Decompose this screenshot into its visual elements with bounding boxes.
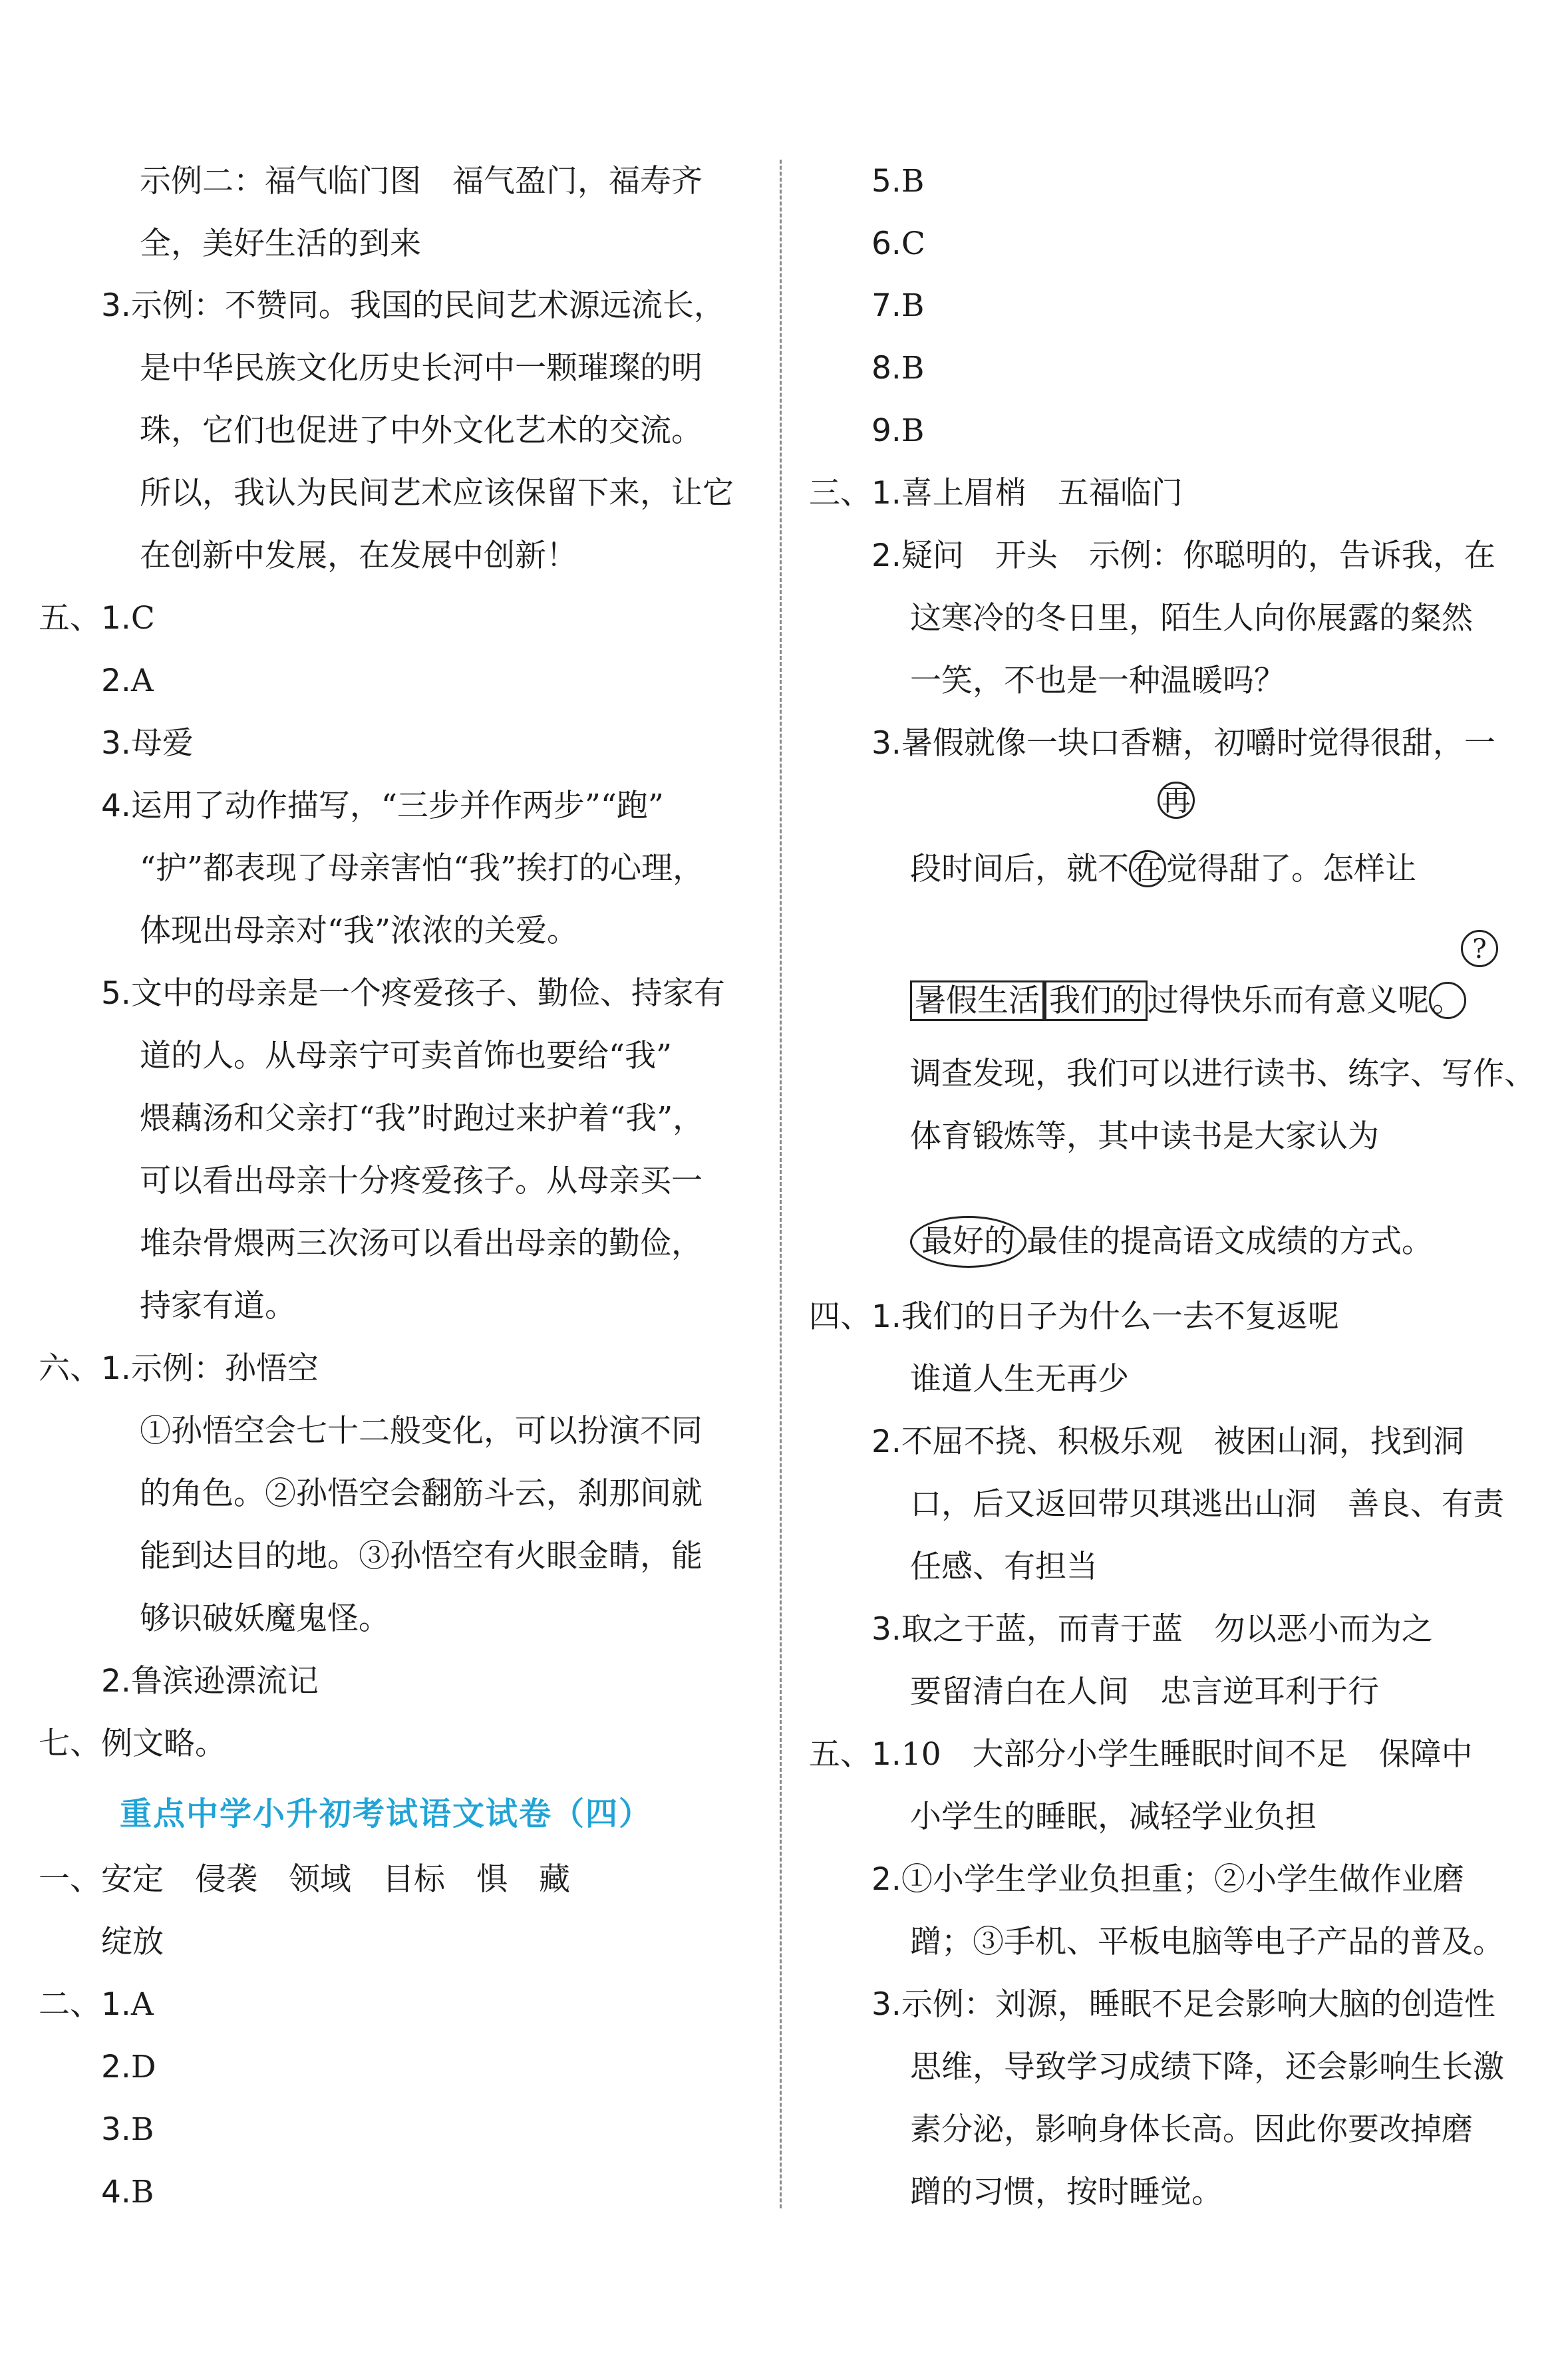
section-three [809,462,1183,525]
text-line: 这寒冷的冬日里，陌生人向你展露的粲然 [910,600,1473,637]
item-number: 2. [101,663,131,699]
answer-text: 鲁滨逊漂流记 [130,1663,319,1700]
answer-text: B [901,350,925,386]
section-label: 三、 [809,475,871,512]
text-line: 能到达目的地。③孙悟空有火眼金睛，能 [140,1538,702,1574]
item-number: 5. [871,163,901,200]
item-marker [871,213,925,275]
section-label: 六、 [39,1350,101,1387]
section-label: 一、 [39,1861,101,1898]
circled-char: 。 [1429,982,1466,1019]
item-number: 2. [871,1861,901,1898]
answer-text: 孙悟空 [224,1350,319,1387]
item-number: 6. [871,225,901,262]
question-mark-circle [1461,930,1498,967]
text-line: 道的人。从母亲宁可卖首饰也要给“我” [140,1038,673,1074]
item-number: 3. [101,2111,131,2148]
exam-heading: 重点中学小升初考试语文试卷（四） [120,1795,653,1833]
text-line [910,970,1466,1032]
text-segment: 过得快乐而有意义呢 [1148,982,1429,1019]
item-number: 2. [101,2049,131,2085]
column-divider [780,160,782,2208]
item-number: 2. [871,1423,901,1460]
item-number: 5. [101,975,131,1012]
text-line: 思维，导致学习成绩下降，还会影响生长激 [910,2049,1504,2085]
section-two [39,1974,154,2036]
deleted-text-oval: 最好的 [910,1216,1026,1268]
item-marker [871,337,924,400]
text-line: 谁道人生无再少 [910,1361,1129,1398]
section-label: 四、 [809,1298,871,1335]
answer-text: A [130,1986,154,2023]
answer-text: 例文略。 [101,1725,226,1762]
circled-char: ? [1461,930,1498,967]
text-line: 调查发现，我们可以进行读书、练字、写作、 [910,1056,1535,1092]
answer-text: 安定 侵袭 领域 目标 惧 藏 [101,1861,570,1898]
answer-text: 我们的日子为什么一去不复返呢 [901,1298,1339,1335]
section-label: 二、 [39,1986,101,2023]
answer-text: ①小学生学业负担重；②小学生做作业磨 [901,1861,1464,1898]
answer-text: B [130,2174,154,2210]
text-line: 全，美好生活的到来 [140,225,421,262]
answer-text: 文中的母亲是一个疼爱孩子、勤俭、持家有 [130,975,725,1012]
answer-text: 母爱 [130,725,194,762]
item-marker [871,525,1495,587]
item-marker [101,1650,319,1713]
text-line: 在创新中发展，在发展中创新！ [140,537,577,574]
correction-insert [1158,782,1195,819]
text-segment: 觉得甜了。怎样让 [1166,851,1416,887]
item-number: 4. [101,2174,131,2210]
answer-text: B [901,287,925,324]
item-number: 2. [871,537,901,574]
item-marker [871,1849,1464,1911]
text-line: “护”都表现了母亲害怕“我”挨打的心理， [140,850,704,887]
section-five [39,587,155,650]
answer-text: B [130,2111,154,2148]
answer-text: 喜上眉梢 五福临门 [901,475,1183,512]
text-line: 持家有道。 [140,1288,296,1324]
item-number: 1. [871,1736,901,1773]
boxed-text: 我们的 [1044,980,1148,1021]
text-segment: 最佳的提高语文成绩的方式。 [1026,1223,1433,1260]
item-marker [101,712,194,775]
text-line: ①孙悟空会七十二般变化，可以扮演不同 [140,1413,702,1449]
item-number: 9. [871,412,901,449]
text-line: 绽放 [101,1924,164,1960]
text-line: 够识破妖魔鬼怪。 [140,1600,390,1637]
answer-text: B [901,163,925,200]
text-line: 一笑，不也是一种温暖吗？ [910,663,1285,699]
item-marker [871,1598,1433,1661]
item-marker [101,2161,154,2224]
item-marker [101,650,154,712]
item-number: 4. [101,788,131,824]
text-line: 不赞同。我国的民间艺术源远流长， [224,287,725,324]
item-marker [871,1411,1464,1473]
answer-text: D [130,2049,156,2085]
text-line: 体育锻炼等，其中读书是大家认为 [910,1118,1379,1155]
answer-text: 示例：刘源，睡眠不足会影响大脑的创造性 [901,1986,1495,2023]
text-line: 所以，我认为民间艺术应该保留下来，让它 [140,475,734,512]
text-line: 珠，它们也促进了中外文化艺术的交流。 [140,412,702,449]
item-number: 1. [871,1298,901,1335]
text-line: 口，后又返回带贝琪逃出山洞 善良、有责 [910,1486,1504,1523]
section-four [809,1286,1339,1348]
text-line: 煨藕汤和父亲打“我”时跑过来护着“我”， [140,1100,704,1137]
item-number: 1. [101,600,131,637]
example-label: 示例： [130,287,225,324]
section-one [39,1849,570,1911]
text-segment: 段时间后，就不 [910,851,1129,887]
item-marker [871,400,924,462]
item-marker [101,2036,156,2099]
answer-text: 取之于蓝，而青于蓝 勿以恶小而为之 [901,1611,1433,1648]
item-marker [101,963,725,1025]
example-label: 示例： [130,1350,225,1387]
text-line: 示例二：福气临门图 福气盈门，福寿齐 [140,163,702,200]
text-line: 是中华民族文化历史长河中一颗璀璨的明 [140,350,702,386]
item-number: 2. [101,1663,131,1700]
item-marker [101,775,664,837]
item-marker [871,1974,1495,2036]
circled-char: 在 [1129,850,1166,887]
answer-text: 不屈不挠、积极乐观 被困山洞，找到洞 [901,1423,1464,1460]
answer-text: 10 大部分小学生睡眠时间不足 保障中 [901,1736,1473,1773]
answer-text: 疑问 开头 示例：你聪明的，告诉我，在 [901,537,1495,574]
text-line: 任感、有担当 [910,1549,1098,1585]
item-number: 3. [871,1611,901,1648]
text-line: 体现出母亲对“我”浓浓的关爱。 [140,913,579,949]
text-line: 素分泌，影响身体长高。因此你要改掉磨 [910,2111,1473,2148]
item-number: 3. [871,1986,901,2023]
text-line: 小学生的睡眠，减轻学业负担 [910,1799,1317,1835]
item-marker [871,150,924,213]
text-line: 堆杂骨煨两三次汤可以看出母亲的勤俭， [140,1225,702,1262]
item-number: 7. [871,287,901,324]
text-line: 要留清白在人间 忠言逆耳利于行 [910,1674,1379,1710]
answer-text: B [901,412,925,449]
item-number: 3. [871,725,901,762]
item-marker [101,2099,154,2161]
boxed-text: 暑假生活 [910,980,1044,1021]
item-marker [871,275,924,337]
text-line: 可以看出母亲十分疼爱孩子。从母亲买一 [140,1163,702,1199]
item-number: 1. [101,1350,131,1387]
section-five-right [809,1723,1473,1786]
item-marker [101,275,725,337]
item-number: 1. [101,1986,131,2023]
item-number: 3. [101,287,131,324]
answer-text: 暑假就像一块口香糖，初嚼时觉得很甜，一 [901,725,1495,762]
item-marker [871,712,1495,775]
item-number: 3. [101,725,131,762]
answer-text: A [130,663,154,699]
answer-text: 运用了动作描写，“三步并作两步”“跑” [130,788,664,824]
text-line [910,838,1416,901]
circled-char: 再 [1158,782,1195,819]
section-label: 五、 [809,1736,871,1773]
text-line: 的角色。②孙悟空会翻筋斗云，刹那间就 [140,1475,702,1512]
section-seven [39,1713,226,1775]
section-label: 五、 [39,600,101,637]
text-line [910,1211,1433,1273]
section-six [39,1338,319,1400]
section-label: 七、 [39,1725,101,1762]
text-line: 蹭；③手机、平板电脑等电子产品的普及。 [910,1924,1504,1960]
item-number: 1. [871,475,901,512]
answer-text: C [130,600,155,637]
text-line: 蹭的习惯，按时睡觉。 [910,2174,1223,2210]
item-number: 8. [871,350,901,386]
answer-text: C [901,225,925,262]
